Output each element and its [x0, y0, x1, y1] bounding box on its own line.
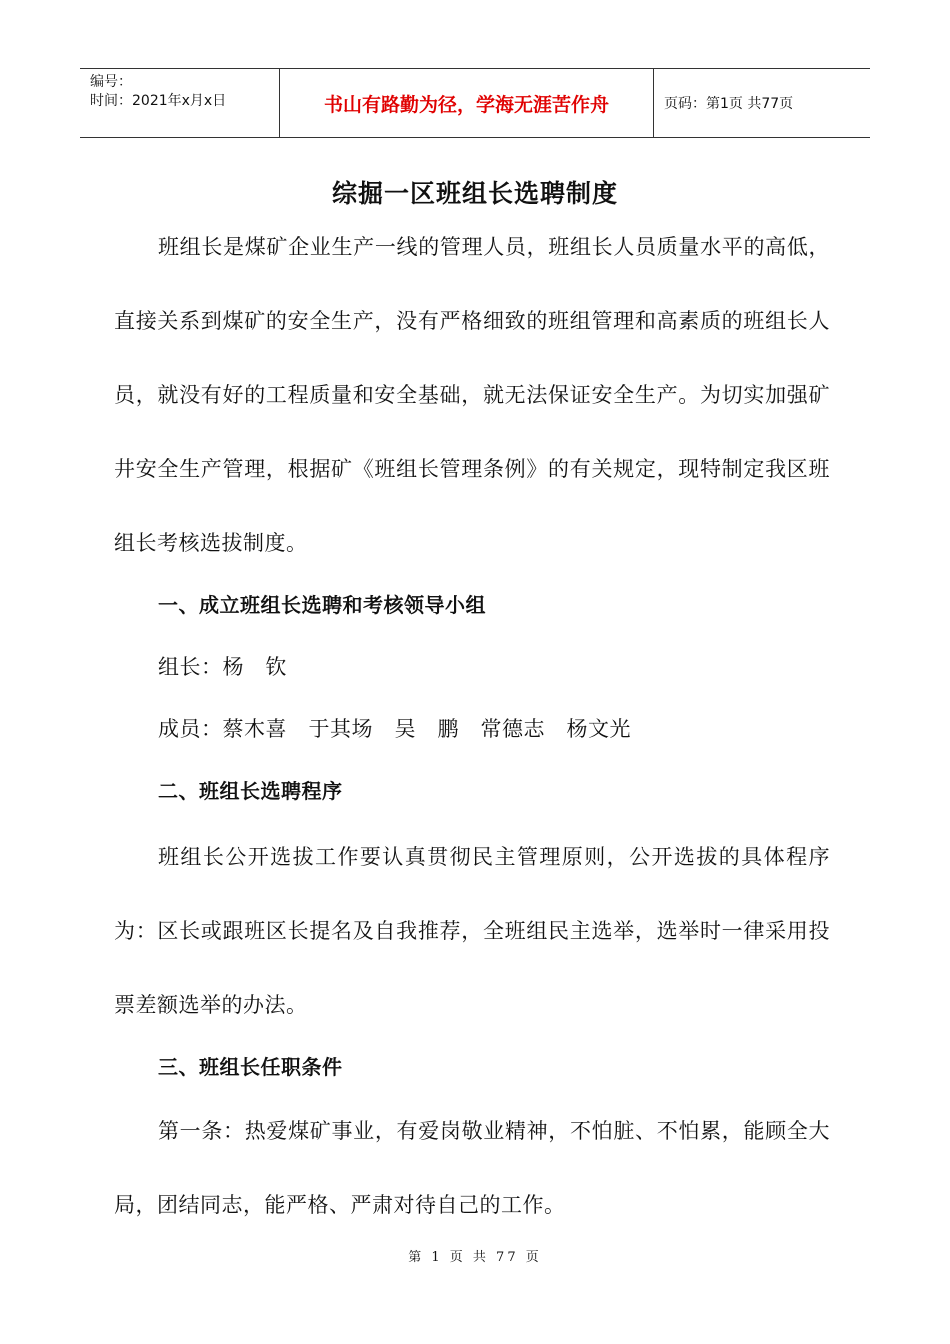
section-2-paragraph: 班组长公开选拔工作要认真贯彻民主管理原则，公开选拔的具体程序为：区长或跟班区长提名及自我推荐，全班组民主选举，选举时一律采用投票差额选举的办法。	[114, 845, 830, 1017]
group-leader: 组长：杨 钦	[158, 655, 287, 679]
section-3	[114, 1050, 830, 1084]
header-meta	[80, 69, 280, 137]
section-3-body	[114, 1094, 830, 1242]
group-members: 成员：蔡木喜 于其场 吴 鹏 常德志 杨文光	[158, 717, 631, 741]
section-1-members-block	[114, 712, 830, 746]
section-3-paragraph: 第一条：热爱煤矿事业，有爱岗敬业精神，不怕脏、不怕累，能顾全大局，团结同志，能严格、严肃对待自己的工作。	[114, 1119, 830, 1217]
section-1	[114, 588, 830, 622]
page-header	[80, 68, 870, 138]
section-2-body	[114, 820, 830, 1042]
document-number-label: 编号：	[90, 74, 132, 90]
intro-block	[114, 210, 830, 580]
document-date: 时间：2021年x月x日	[90, 93, 227, 109]
intro-paragraph: 班组长是煤矿企业生产一线的管理人员，班组长人员质量水平的高低，直接关系到煤矿的安全生产，没有严格细致的班组管理和高素质的班组长人员，就没有好的工程质量和安全基础，就无法保证安全生产。为切实加强矿井安全生产管理，根据矿《班组长管理条例》的有关规定，现特制定我区班组长考核选拔制度。	[114, 235, 830, 555]
section-1-leader-block	[114, 650, 830, 684]
section-2-heading: 二、班组长选聘程序	[158, 779, 343, 803]
page-footer: 第 1 页 共 77 页	[408, 1250, 542, 1265]
header-motto: 书山有路勤为径，学海无涯苦作舟	[280, 69, 654, 137]
section-3-heading: 三、班组长任职条件	[158, 1055, 343, 1079]
section-1-heading: 一、成立班组长选聘和考核领导小组	[158, 593, 486, 617]
document-title: 综掘一区班组长选聘制度	[331, 179, 618, 208]
section-2	[114, 774, 830, 808]
header-page-info: 页码：第1页 共77页	[664, 96, 794, 112]
